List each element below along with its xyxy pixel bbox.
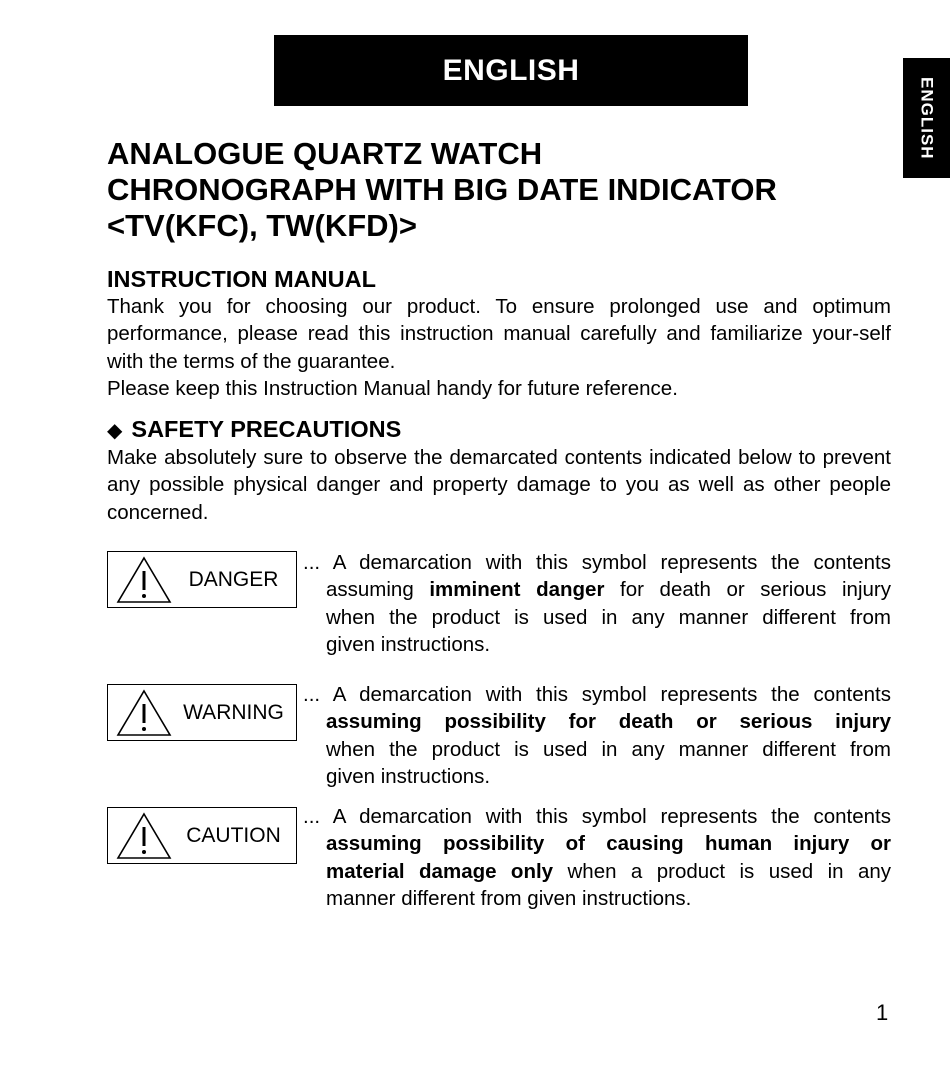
caution-description (303, 803, 891, 912)
warning-desc-line-2 (303, 708, 891, 735)
intro-text: Thank you for choosing our product. To ensure prolonged use and optimum performance, please read this instruction manual carefully and familiarize your-self with the terms of the guarantee. (107, 295, 891, 373)
title-line-2: CHRONOGRAPH WITH BIG DATE INDICATOR (107, 172, 777, 207)
safety-intro-paragraph (107, 444, 891, 526)
danger-desc-text: for death or serious injury (604, 578, 891, 602)
danger-desc-text: assuming (326, 578, 430, 602)
warning-desc-line-1: ... A demarcation with this symbol represents the contents (303, 683, 891, 706)
caution-label-box (107, 807, 297, 864)
intro-paragraph (107, 293, 891, 402)
instruction-manual-heading: INSTRUCTION MANUAL (107, 266, 376, 292)
safety-heading-text: SAFETY PRECAUTIONS (131, 416, 402, 442)
keep-manual-text: Please keep this Instruction Manual handy for future reference. (107, 376, 678, 400)
danger-desc-line-1: ... A demarcation with this symbol represents the contents (303, 551, 891, 574)
danger-label: DANGER (188, 567, 279, 591)
warning-triangle-icon (115, 811, 173, 861)
danger-label-box (107, 551, 297, 608)
caution-desc-emphasis: assuming possibility of causing human injury or (326, 832, 891, 856)
page-number: 1 (876, 1000, 889, 1025)
language-banner (274, 35, 748, 106)
language-side-tab (903, 58, 950, 178)
danger-desc-line-2 (303, 576, 891, 603)
warning-label-box (107, 684, 297, 741)
danger-description (303, 549, 891, 658)
caution-desc-emphasis: material damage only (326, 859, 554, 883)
diamond-bullet-icon: ◆ (107, 420, 123, 442)
warning-label: WARNING (183, 700, 284, 724)
language-side-tab-label: ENGLISH (917, 76, 937, 160)
safety-precautions-heading (107, 415, 401, 445)
title-line-3: <TV(KFC), TW(KFD)> (107, 208, 417, 243)
danger-desc-emphasis: imminent danger (429, 578, 605, 602)
safety-intro-text: Make absolutely sure to observe the demarcated contents indicated below to prevent any possible physical danger and property damage to you as well as other people concerned. (107, 446, 891, 524)
warning-desc-line-4: given instructions. (326, 764, 491, 788)
caution-desc-line-4: manner different from given instructions. (326, 886, 692, 910)
warning-desc-line-3: when the product is used in any manner different from (326, 737, 891, 761)
title-line-1: ANALOGUE QUARTZ WATCH (107, 136, 543, 171)
warning-description (303, 681, 891, 790)
caution-desc-text: when a product is used in any (553, 859, 892, 883)
warning-desc-emphasis: assuming possibility for death or serious injury (326, 710, 891, 734)
caution-label: CAUTION (186, 823, 281, 847)
language-banner-label: ENGLISH (442, 53, 580, 87)
warning-triangle-icon (115, 555, 173, 605)
danger-desc-line-4: given instructions. (326, 632, 491, 656)
caution-desc-line-2 (303, 830, 891, 857)
document-title (107, 136, 907, 244)
warning-triangle-icon (115, 688, 173, 738)
danger-desc-line-3: when the product is used in any manner different from (326, 605, 891, 629)
caution-desc-line-1: ... A demarcation with this symbol represents the contents (303, 805, 891, 828)
caution-desc-line-3 (303, 858, 891, 885)
